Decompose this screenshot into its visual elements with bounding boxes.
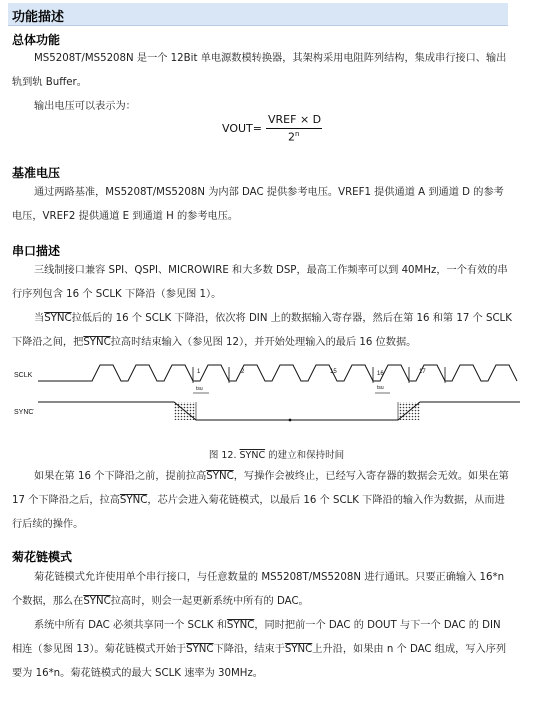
sync-signal-ref: SYNC — [284, 644, 313, 655]
sync-signal-ref: SYNC — [206, 471, 234, 482]
overview-heading: 总体功能 — [12, 33, 61, 47]
daisy-para-2-a: 系统中所有 DAC 必须共享同一个 SCLK 和 — [34, 620, 227, 631]
serial-para-1: 三线制接口兼容 SPI、QSPI、MICROWIRE 和大多数 DSP，最高工作频率可以到 40MHz，一个有效的串行序列包含 16 个 SCLK 下降沿（参见图 1）。 — [12, 265, 508, 300]
reference-heading: 基准电压 — [12, 166, 61, 180]
serial-para-3 — [12, 465, 512, 537]
overview-para-2: 输出电压可以表示为： — [34, 101, 136, 112]
tsu-markers — [196, 385, 384, 392]
serial-para-3-a: 如果在第 16 个下降沿之前，提前拉高 — [34, 471, 207, 482]
pulse-label-16: 16 — [377, 371, 384, 377]
serial-para-2 — [12, 307, 512, 355]
sync-signal-ref: SYNC — [226, 620, 255, 631]
sync-signal-ref: SYNC — [83, 337, 111, 348]
formula-numerator: VREF × D — [268, 113, 322, 126]
caption-suffix: 的建立和保持时间 — [268, 450, 345, 461]
daisy-para-2-c: 下降沿，结束于 — [213, 644, 285, 655]
formula-den-exp: n — [295, 130, 300, 138]
daisy-para-1-b: 拉高时，则会一起更新系统中所有的 DAC。 — [110, 596, 309, 607]
daisy-heading: 菊花链模式 — [12, 550, 73, 564]
overview-para-1: MS5208T/MS5208N 是一个 12Bit 单电源数模转换器，其架构采用电阻阵列结构，集成串行接口、输出轨到轨 Buffer。 — [12, 53, 507, 88]
serial-para-2-c: 拉高时结束输入（参见图 12），并开始处理输入的最后 16 位数据。 — [110, 337, 417, 348]
pulse-label-17: 17 — [419, 369, 426, 375]
sync-signal-ref: SYNC — [83, 596, 111, 607]
sync-signal-ref: SYNC — [44, 313, 72, 324]
serial-para-3-c: ，芯片会进入菊花链模式，以最后 16 个 SCLK 下降沿的输入作为数据，从而进行后续的操作。 — [12, 495, 505, 530]
formula-bar — [266, 128, 322, 129]
formula-denominator — [288, 130, 299, 144]
sync-signal-ref: SYNC — [119, 495, 148, 506]
daisy-para-2-d: 上升沿，如果由 n 个 DAC 组成，写入序列要为 16*n。菊花链模式的最大 SCLK 速率为 30MHz。 — [12, 644, 507, 679]
daisy-para-2 — [12, 614, 512, 686]
sync-signal-ref: SYNC — [186, 644, 214, 655]
pulse-label-15: 15 — [330, 369, 337, 375]
reference-para: 通过两路基准，MS5208T/MS5208N 为内部 DAC 提供参考电压。VREF1 提供通道 A 到通道 D 的参考电压，VREF2 提供通道 E 到通道 H 的参考电压。 — [12, 187, 504, 222]
sclk-label: SCLK — [14, 372, 33, 379]
daisy-para-1 — [12, 566, 512, 614]
section-title: 功能描述 — [12, 10, 65, 25]
formula-lhs: VOUT= — [222, 122, 262, 135]
daisy-para-2-b: ，同时把前一个 DAC 的 DOUT 与下一个 DAC 的 DIN 相连（参见图 13）。菊花链模式开始于 — [12, 620, 501, 655]
serial-para-2-b: 拉低后的 16 个 SCLK 下降沿，依次将 DIN 上的数据输入寄存器，然后在第 16 和第 17 个 SCLK 下降沿之间，把 — [12, 313, 512, 348]
figure-caption — [0, 447, 553, 461]
pulse-label-2: 2 — [241, 369, 245, 375]
caption-prefix: 图 12. — [208, 450, 237, 461]
tsu-label-right: tsu — [377, 385, 384, 391]
tsu-label-left: tsu — [196, 386, 203, 392]
serial-heading: 串口描述 — [12, 244, 61, 258]
formula-den-base: 2 — [288, 130, 295, 144]
daisy-para-1-a: 菊花链模式允许使用单个串行接口，与任意数量的 MS5208T/MS5208N 进行通讯。只要正确输入 16*n 个数据，那么在 — [12, 572, 505, 607]
sync-label: SYNC — [14, 409, 34, 416]
serial-para-2-a: 当 — [34, 313, 45, 324]
pulse-label-1: 1 — [197, 369, 201, 375]
timing-diagram — [0, 355, 553, 435]
section-title-bar — [8, 3, 508, 26]
serial-para-3-b: ，写操作会被终止，已经写入寄存器的数据会无效。如果在第 17 个下降沿之后，拉高 — [12, 471, 509, 506]
sync-waveform — [38, 402, 520, 421]
caption-sync: SYNC — [239, 450, 266, 461]
